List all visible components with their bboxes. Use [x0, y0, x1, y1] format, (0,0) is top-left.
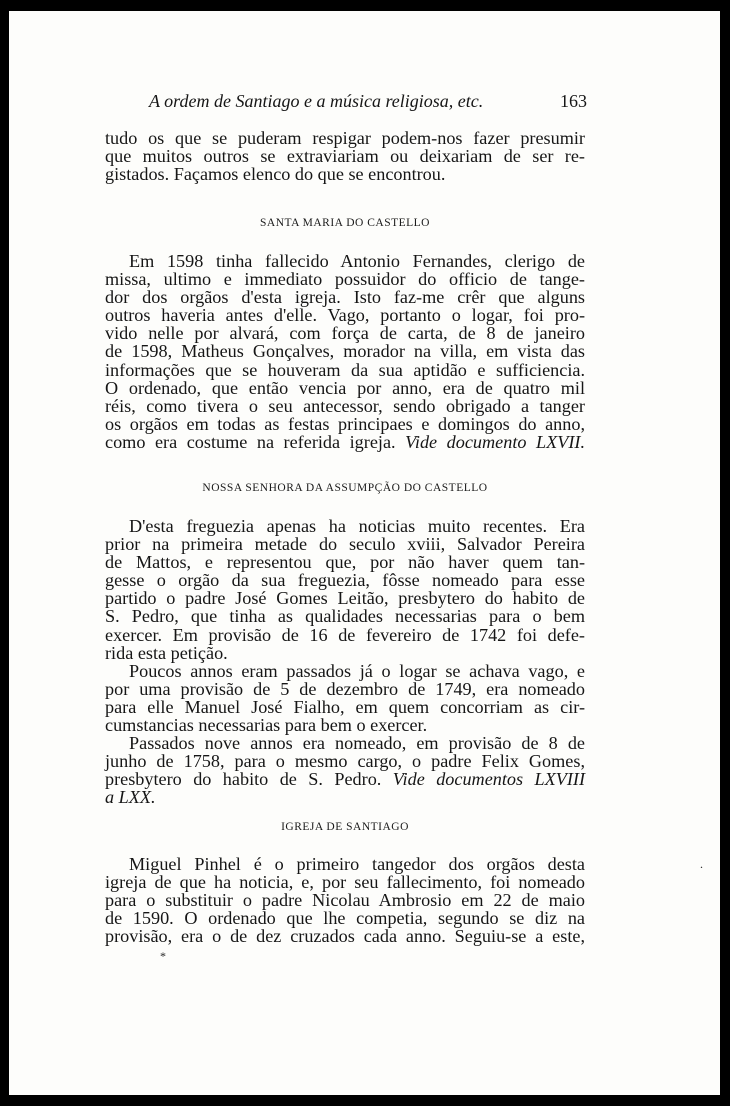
body-line: exercer. Em provisão de 16 de fevereiro de 1742 foi defe-: [105, 624, 585, 645]
section-assumpcao-body: [105, 517, 585, 807]
body-line: os orgãos em todas as festas principaes e domingos do anno,: [105, 413, 585, 434]
section-santiago-body: [105, 855, 585, 945]
body-line-last: [105, 433, 585, 451]
document-reference: Vide documento LXVII.: [405, 431, 586, 452]
body-line: vido nelle por alvará, com força de carta, de 8 de janeiro: [105, 323, 585, 344]
body-line: Miguel Pinhel é o primeiro tangedor dos orgãos desta: [129, 854, 585, 874]
body-line: de 1598, Matheus Gonçalves, morador na villa, em vista das: [105, 341, 585, 362]
body-line: provisão, era o de dez cruzados cada anno. Seguiu-se a este,: [105, 926, 585, 947]
section-santa-maria-body: [105, 252, 585, 451]
book-page: [9, 11, 720, 1095]
body-line: O ordenado, que então vencia por anno, era de quatro mil: [105, 377, 585, 398]
body-line: dor dos orgãos d'esta igreja. Isto faz-me crêr que alguns: [105, 287, 585, 308]
body-line: por uma provisão de 5 de dezembro de 1749, era nomeado: [105, 678, 585, 699]
running-head: A ordem de Santiago e a música religiosa, etc.: [149, 91, 484, 111]
section-heading-santa-maria: SANTA MARIA DO CASTELLO: [260, 217, 430, 229]
body-line: S. Pedro, que tinha as qualidades necessarias para o bem: [105, 606, 585, 627]
body-line: rida esta petição.: [105, 642, 228, 663]
body-line: Em 1598 tinha fallecido Antonio Fernandes, clerigo de: [129, 251, 585, 271]
document-reference: a LXX.: [105, 787, 156, 808]
body-line: [105, 770, 585, 788]
section-heading-assumpcao: NOSSA SENHORA DA ASSUMPÇÃO DO CASTELLO: [202, 482, 488, 494]
body-line: informações que se houveram da sua aptidão e sufficiencia.: [105, 359, 585, 380]
body-line: outros haveria antes d'elle. Vago, portanto o logar, foi pro-: [105, 305, 585, 326]
intro-line: tudo os que se puderam respigar podem-nos fazer presumir: [105, 128, 585, 148]
dot-mark: .: [700, 857, 703, 871]
body-line: missa, ultimo e immediato possuidor do officio de tange-: [105, 269, 585, 290]
body-text: presbytero do habito de S. Pedro.: [105, 769, 382, 790]
body-line: de 1590. O ordenado que lhe competia, segundo se diz na: [105, 908, 585, 929]
body-line: para elle Manuel José Fialho, em quem concorriam as cir-: [105, 696, 585, 717]
intro-paragraph: [105, 129, 585, 183]
intro-line: gistados. Façamos elenco do que se encontrou.: [105, 164, 446, 185]
body-line: Passados nove annos era nomeado, em provisão de 8 de: [129, 733, 585, 754]
page-header: [149, 91, 587, 113]
section-heading-santiago: IGREJA DE SANTIAGO: [281, 821, 409, 833]
document-reference: Vide documentos LXVIII: [392, 769, 586, 790]
body-line: partido o padre José Gomes Leitão, presbytero do habito de: [105, 588, 585, 609]
asterisk-mark: *: [160, 949, 166, 963]
body-line: igreja de que ha noticia, e, por seu fallecimento, foi nomeado: [105, 872, 585, 893]
body-line: junho de 1758, para o mesmo cargo, o padre Felix Gomes,: [105, 751, 585, 772]
body-line: réis, como tivera o seu antecessor, sendo obrigado a tanger: [105, 395, 585, 416]
body-line: cumstancias necessarias para bem o exercer.: [105, 715, 428, 736]
body-line: para o substituir o padre Nicolau Ambrosio em 22 de maio: [105, 890, 585, 911]
page-number: 163: [560, 91, 587, 111]
body-line: D'esta freguezia apenas ha noticias muito recentes. Era: [129, 516, 585, 536]
body-line: Poucos annos eram passados já o logar se achava vago, e: [129, 660, 585, 681]
intro-line: que muitos outros se extraviariam ou deixariam de ser re-: [105, 146, 585, 167]
body-line: gesse o orgão da sua freguezia, fôsse nomeado para esse: [105, 570, 585, 591]
body-text: como era costume na referida igreja.: [105, 431, 396, 452]
body-line: prior na primeira metade do seculo xviii, Salvador Pereira: [105, 534, 585, 555]
body-line: [105, 788, 585, 806]
body-line: de Mattos, e representou que, por não haver quem tan-: [105, 552, 585, 573]
